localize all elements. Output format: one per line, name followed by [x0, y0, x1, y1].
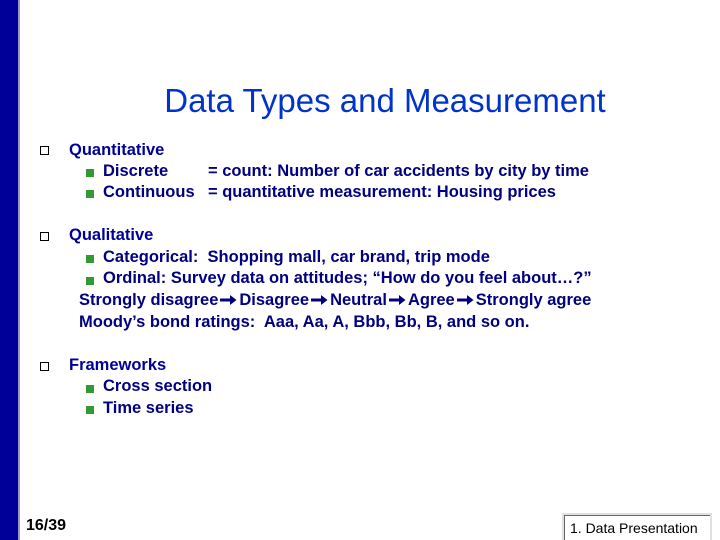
list-item-text: = count: Number of car accidents by city by time [208, 162, 589, 180]
list-item-text: Time series [103, 399, 194, 417]
list-item-text: = quantitative measurement: Housing prices [208, 183, 556, 201]
left-accent-stripe [18, 0, 20, 540]
square-outline-icon [40, 232, 49, 241]
green-square-icon [86, 190, 94, 198]
footer-section-label: 1. Data Presentation [570, 520, 698, 536]
section-heading-qualitative: Qualitative [69, 226, 154, 244]
scale-step: Strongly disagree [79, 291, 219, 309]
left-accent-bar [0, 0, 18, 540]
scale-step: Disagree [239, 291, 310, 309]
scale-step: Strongly agree [475, 291, 592, 309]
list-item-text: Categorical: Shopping mall, car brand, trip mode [103, 248, 490, 266]
scale-step: Neutral [330, 291, 387, 309]
list-item-text: Cross section [103, 377, 213, 395]
bond-ratings-line: Moody’s bond ratings: Aaa, Aa, A, Bbb, Bb, B, and so on. [79, 313, 530, 331]
green-square-icon [86, 385, 94, 393]
list-item-text: Ordinal: Survey data on attitudes; “How do you feel about…?” [103, 269, 592, 287]
green-square-icon [86, 277, 94, 285]
green-square-icon [86, 169, 94, 177]
right-arrow-icon [311, 294, 328, 306]
list-item-label: Discrete [103, 162, 169, 180]
square-outline-icon [40, 362, 49, 371]
square-outline-icon [40, 146, 49, 155]
list-item-label: Continuous [103, 183, 195, 201]
right-arrow-icon [457, 294, 474, 306]
right-arrow-icon [389, 294, 406, 306]
page-number: 16/39 [26, 517, 67, 534]
section-heading-quantitative: Quantitative [69, 141, 165, 159]
attitude-scale-line [79, 291, 591, 310]
section-heading-frameworks: Frameworks [69, 356, 167, 374]
green-square-icon [86, 406, 94, 414]
right-arrow-icon [220, 294, 237, 306]
green-square-icon [86, 255, 94, 263]
scale-step: Agree [407, 291, 455, 309]
slide-title: Data Types and Measurement [164, 82, 606, 119]
